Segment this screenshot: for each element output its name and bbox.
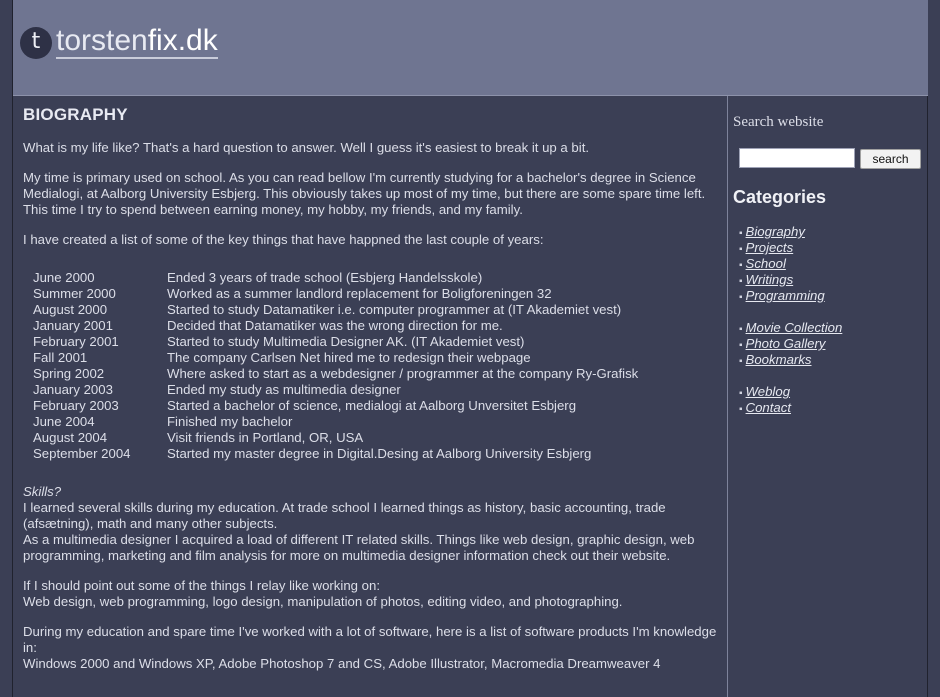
bullet-icon: ▪ (739, 228, 743, 239)
timeline-row (33, 318, 723, 334)
timeline-event: Ended my study as multimedia designer (167, 382, 401, 397)
page-frame (12, 0, 928, 697)
category-item-biography (739, 224, 842, 240)
timeline-row (33, 286, 723, 302)
timeline-event: Started a bachelor of science, medialogi at Aalborg Unversitet Esbjerg (167, 398, 577, 413)
timeline-event: Finished my bachelor (167, 414, 293, 429)
timeline-date: August 2004 (33, 430, 108, 445)
category-item-projects (739, 240, 842, 256)
timeline-row (33, 414, 723, 430)
list-intro: I have created a list of some of the key things that have happned the last couple of years: (23, 232, 544, 247)
logo-text (56, 26, 218, 59)
category-item-school (739, 256, 842, 272)
bullet-icon: ▪ (739, 340, 743, 351)
site-header (13, 0, 928, 96)
bullet-icon: ▪ (739, 276, 743, 287)
category-item-bookmarks (739, 352, 842, 368)
category-list (739, 224, 842, 416)
category-item-weblog (739, 384, 842, 400)
timeline-event: Started to study Datamatiker i.e. computer programmer at (IT Akademiet vest) (167, 302, 622, 317)
logo-text-bold: fix.dk (147, 24, 218, 57)
bullet-icon: ▪ (739, 260, 743, 271)
timeline-event: Worked as a summer landlord replacement for Boligforeningen 32 (167, 286, 552, 301)
bullet-icon: ▪ (739, 324, 743, 335)
timeline-row (33, 302, 723, 318)
school-paragraph: My time is primary used on school. As you can read bellow I'm currently studying for a bachelor's degree in Science Medialogi, at Aalborg University Esbjerg. This obviously takes up most of my time, but there are some spare time left. This time I try to spend between earning money, my hobby, my friends, and my family. (23, 170, 706, 217)
bullet-icon: ▪ (739, 292, 743, 303)
skills-heading: Skills? (23, 484, 62, 499)
category-link[interactable]: Biography (745, 224, 805, 239)
categories-title: Categories (733, 187, 827, 207)
logo-text-light: torsten (56, 24, 148, 57)
category-link[interactable]: Contact (745, 400, 791, 415)
timeline-row (33, 398, 723, 414)
search-input[interactable] (739, 148, 855, 168)
timeline-event: The company Carlsen Net hired me to redesign their webpage (167, 350, 531, 365)
timeline-date: January 2003 (33, 382, 113, 397)
category-link[interactable]: Projects (745, 240, 794, 255)
relay-intro: If I should point out some of the things I relay like working on: (23, 578, 380, 593)
page-title: BIOGRAPHY (23, 105, 128, 124)
category-spacer (739, 368, 842, 384)
timeline-event: Started my master degree in Digital.Desing at Aalborg University Esbjerg (167, 446, 592, 461)
timeline-date: June 2000 (33, 270, 95, 285)
timeline-event: Where asked to start as a webdesigner / programmer at the company Ry-Grafisk (167, 366, 639, 381)
timeline-date: August 2000 (33, 302, 108, 317)
timeline-row (33, 270, 723, 286)
category-item-writings (739, 272, 842, 288)
category-link[interactable]: Movie Collection (745, 320, 843, 335)
timeline-row (33, 446, 723, 462)
category-link[interactable]: School (745, 256, 786, 271)
timeline-date: June 2004 (33, 414, 95, 429)
search-button[interactable]: search (860, 149, 921, 169)
bullet-icon: ▪ (739, 404, 743, 415)
category-item-movie-collection (739, 320, 842, 336)
bullet-icon: ▪ (739, 356, 743, 367)
timeline-date: Spring 2002 (33, 366, 105, 381)
timeline-date: Summer 2000 (33, 286, 116, 301)
sidebar (733, 96, 929, 697)
timeline-date: February 2001 (33, 334, 119, 349)
category-link[interactable]: Writings (745, 272, 794, 287)
skills-trade-paragraph: I learned several skills during my education. At trade school I learned things as history, basic accounting, trade (afsætning), math and many other subjects. (23, 500, 666, 531)
timeline-row (33, 382, 723, 398)
search-label: Search website (733, 114, 824, 130)
software-list: Windows 2000 and Windows XP, Adobe Photoshop 7 and CS, Adobe Illustrator, Macromedia Dreamweaver 4 (23, 656, 661, 671)
timeline-event: Visit friends in Portland, OR, USA (167, 430, 364, 445)
timeline-event: Started to study Multimedia Designer AK. (IT Akademiet vest) (167, 334, 525, 349)
timeline-date: September 2004 (33, 446, 131, 461)
timeline-date: February 2003 (33, 398, 119, 413)
logo-badge: t (20, 27, 52, 59)
software-intro: During my education and spare time I've worked with a lot of software, here is a list of software products I'm knowledge in: (23, 624, 717, 655)
category-link[interactable]: Photo Gallery (745, 336, 826, 351)
category-item-contact (739, 400, 842, 416)
timeline-row (33, 430, 723, 446)
timeline-row (33, 350, 723, 366)
category-link[interactable]: Bookmarks (745, 352, 812, 367)
timeline-row (33, 366, 723, 382)
main-content (23, 96, 723, 697)
column-divider (727, 96, 728, 697)
category-item-programming (739, 288, 842, 304)
timeline-row (33, 334, 723, 350)
timeline-date: January 2001 (33, 318, 113, 333)
intro-paragraph: What is my life like? That's a hard question to answer. Well I guess it's easiest to break it up a bit. (23, 140, 590, 155)
category-item-photo-gallery (739, 336, 842, 352)
skills-multimedia-paragraph: As a multimedia designer I acquired a load of different IT related skills. Things like web design, graphic design, web programming, marketing and film analysis for more on multimedia designer information check out their website. (23, 532, 695, 563)
bullet-icon: ▪ (739, 244, 743, 255)
site-logo[interactable] (20, 26, 218, 59)
relay-list: Web design, web programming, logo design, manipulation of photos, editing video, and photographing. (23, 594, 623, 609)
timeline-date: Fall 2001 (33, 350, 88, 365)
timeline-event: Decided that Datamatiker was the wrong direction for me. (167, 318, 503, 333)
timeline-event: Ended 3 years of trade school (Esbjerg Handelsskole) (167, 270, 483, 285)
category-link[interactable]: Weblog (745, 384, 791, 399)
category-link[interactable]: Programming (745, 288, 825, 303)
timeline-table (33, 270, 723, 462)
bullet-icon: ▪ (739, 388, 743, 399)
category-spacer (739, 304, 842, 320)
